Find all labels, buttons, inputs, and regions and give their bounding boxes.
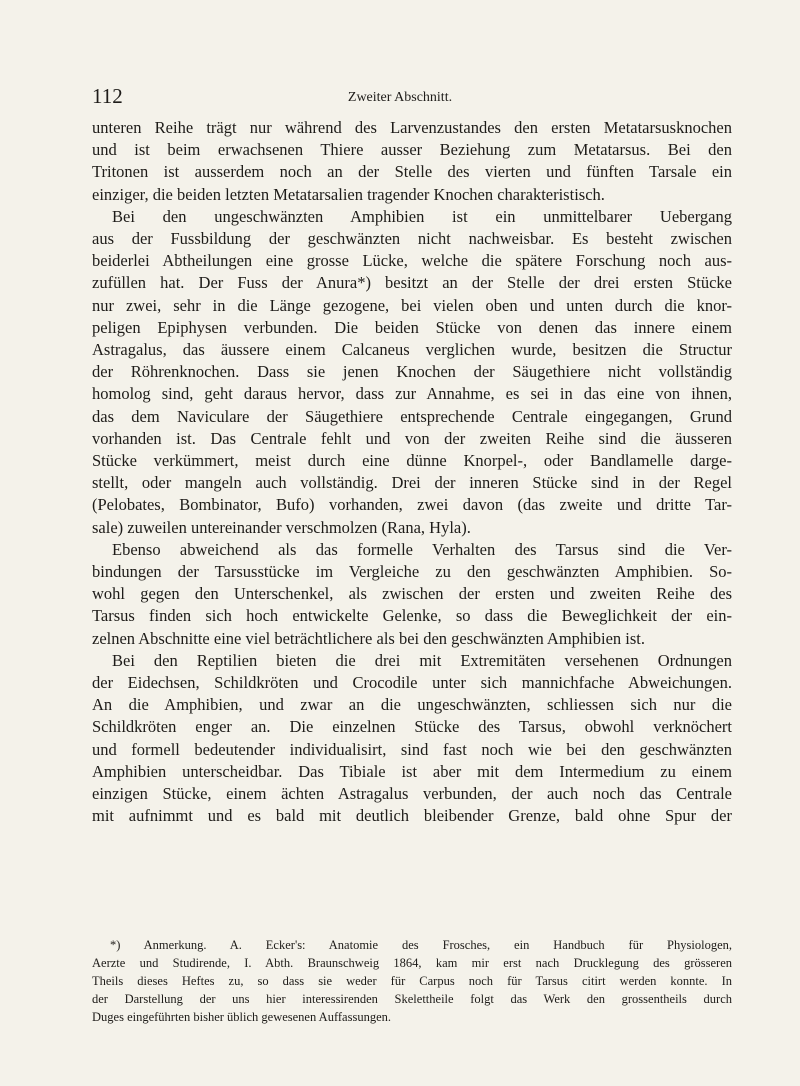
text-line: aus der Fussbildung der geschwänzten nicht nachweisbar. Es besteht zwischen xyxy=(92,229,732,249)
text-line: Amphibien unterscheidbar. Das Tibiale ist aber mit dem Intermedium zu einem xyxy=(92,761,732,781)
text-line: beiderlei Abtheilungen eine grosse Lücke, welche die spätere Forschung noch aus- xyxy=(92,251,732,271)
text-line: homolog sind, geht daraus hervor, dass zur Annahme, es sei in das eine von ihnen, xyxy=(92,384,732,404)
text-line: unteren Reihe trägt nur während des Larvenzustandes den ersten Metatarsusknochen xyxy=(92,118,732,137)
text-line: einziger, die beiden letzten Metatarsalien tragender Knochen charakteristisch. xyxy=(92,184,605,204)
footnote-line: Aerzte und Studirende, I. Abth. Braunschweig 1864, kam mir erst nach Drucklegung des grösseren xyxy=(92,956,732,970)
text-line: Bei den ungeschwänzten Amphibien ist ein unmittelbarer Uebergang xyxy=(112,206,732,226)
text-line: zelnen Abschnitte eine viel beträchtlichere als bei den geschwänzten Amphibien ist. xyxy=(92,628,646,648)
text-line: und formell bedeutender individualisirt, sind fast noch wie bei den geschwänzten xyxy=(92,739,732,759)
text-line: Astragalus, das äussere einem Calcaneus verglichen wurde, besitzen die Structur xyxy=(92,340,732,360)
text-line: Tarsus finden sich hoch entwickelte Gelenke, so dass die Beweglichkeit der ein- xyxy=(92,606,732,626)
footnote xyxy=(92,936,732,1026)
text-line: stellt, oder mangeln auch vollständig. Drei der inneren Stücke sind in der Regel xyxy=(92,473,732,493)
text-line: mit aufnimmt und es bald mit deutlich bleibender Grenze, bald ohne Spur der xyxy=(92,806,732,826)
text-line: peligen Epiphysen verbunden. Die beiden Stücke von denen das innere einem xyxy=(92,317,732,337)
text-line: nur zwei, sehr in die Länge gezogene, bei vielen oben und unten durch die knor- xyxy=(92,295,732,315)
text-line: Ebenso abweichend als das formelle Verhalten des Tarsus sind die Ver- xyxy=(112,539,732,559)
text-line: Bei den Reptilien bieten die drei mit Extremitäten versehenen Ordnungen xyxy=(112,650,732,670)
page-header xyxy=(92,86,708,114)
text-line: Stücke verkümmert, meist durch eine dünne Knorpel-, oder Bandlamelle darge- xyxy=(92,451,732,471)
footnote-line: der Darstellung der uns hier interessirenden Skelettheile folgt das Werk den grossentheils durch xyxy=(92,992,732,1006)
text-line: An die Amphibien, und zwar an die ungeschwänzten, schliessen sich nur die xyxy=(92,695,732,715)
text-line: wohl gegen den Unterschenkel, als zwischen der ersten und zweiten Reihe des xyxy=(92,584,732,604)
text-line: einzigen Stücke, einem ächten Astragalus verbunden, der auch noch das Centrale xyxy=(92,784,732,804)
main-text xyxy=(92,117,732,828)
text-line: Schildkröten enger an. Die einzelnen Stücke des Tarsus, obwohl verknöchert xyxy=(92,717,732,737)
running-head: Zweiter Abschnitt. xyxy=(347,90,453,105)
text-line: bindungen der Tarsusstücke im Vergleiche zu den geschwänzten Amphibien. So- xyxy=(92,562,732,582)
page-number: 112 xyxy=(92,84,123,108)
text-line: der Eidechsen, Schildkröten und Crocodile unter sich mannichfache Abweichungen. xyxy=(92,673,732,693)
text-line: sale) zuweilen untereinander verschmolzen (Rana, Hyla). xyxy=(92,517,471,537)
text-line: zufüllen hat. Der Fuss der Anura*) besitzt an der Stelle der drei ersten Stücke xyxy=(92,273,732,293)
text-line: Tritonen ist ausserdem noch an der Stelle des vierten und fünften Tarsale ein xyxy=(92,162,732,182)
text-line: das dem Naviculare der Säugethiere entsprechende Centrale eingegangen, Grund xyxy=(92,406,732,426)
text-line: (Pelobates, Bombinator, Bufo) vorhanden, zwei davon (das zweite und dritte Tar- xyxy=(92,495,732,515)
footnote-line: Theils dieses Heftes zu, so dass sie weder für Carpus noch für Tarsus citirt werden konnte. In xyxy=(92,974,732,988)
text-line: der Röhrenknochen. Dass sie jenen Knochen der Säugethiere nicht vollständig xyxy=(92,362,732,382)
footnote-line: *) Anmerkung. A. Ecker's: Anatomie des Frosches, ein Handbuch für Physiologen, xyxy=(110,938,732,952)
text-line: vorhanden ist. Das Centrale fehlt und von der zweiten Reihe sind die äusseren xyxy=(92,428,732,448)
text-line: und ist beim erwachsenen Thiere ausser Beziehung zum Metatarsus. Bei den xyxy=(92,140,732,160)
footnote-line: Duges eingeführten bisher üblich gewesenen Auffassungen. xyxy=(92,1010,391,1024)
